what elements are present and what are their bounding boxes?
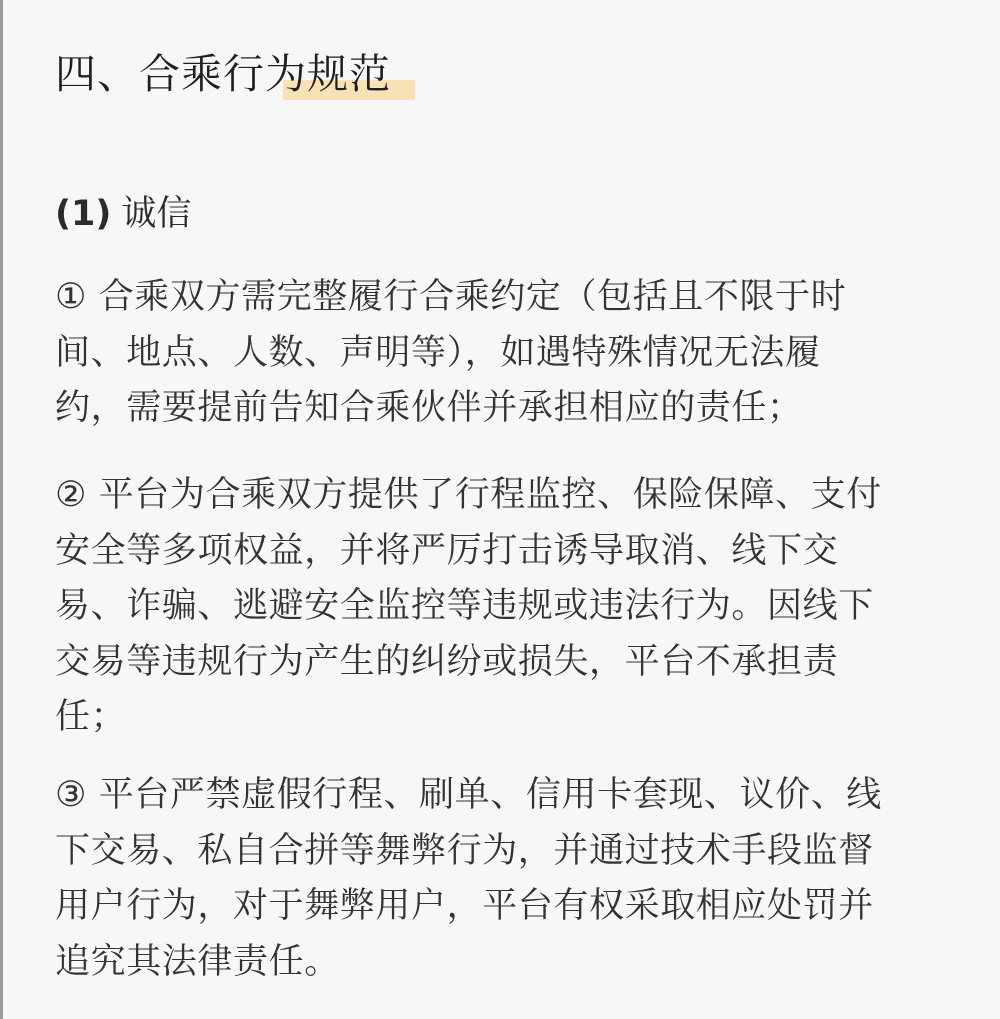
paragraph-line: 用户行为，对于舞弊用户，平台有权采取相应处罚并 bbox=[55, 886, 874, 926]
paragraph-3 bbox=[55, 768, 935, 990]
section-number: (1) bbox=[55, 194, 112, 234]
paragraph-line: 间、地点、人数、声明等），如遇特殊情况无法履 bbox=[55, 332, 821, 373]
page-title: 四、合乘行为规范 bbox=[55, 50, 391, 98]
paragraph-line: 易、诈骗、逃避安全监控等违规或违法行为。因线下 bbox=[55, 586, 874, 626]
paragraph-line: 下交易、私自合拼等舞弊行为，并通过技术手段监督 bbox=[55, 830, 874, 871]
paragraph-line: 交易等违规行为产生的纠纷或损失，平台不承担责 bbox=[55, 641, 839, 682]
paragraph-line: ③ 平台严禁虚假行程、刷单、信用卡套现、议价、线 bbox=[55, 775, 882, 815]
paragraph-line: ① 合乘双方需完整履行合乘约定（包括且不限于时 bbox=[55, 277, 847, 317]
heading-wrapper bbox=[55, 46, 391, 102]
paragraph-line: 安全等多项权益，并将严厉打击诱导取消、线下交 bbox=[55, 530, 839, 571]
left-border bbox=[0, 0, 3, 1019]
section-title bbox=[55, 190, 191, 238]
paragraph-line: 任； bbox=[55, 697, 127, 737]
section-title-text: 诚信 bbox=[121, 194, 192, 234]
paragraph-line: ② 平台为合乘双方提供了行程监控、保险保障、支付 bbox=[55, 475, 882, 515]
paragraph-line: 约，需要提前告知合乘伙伴并承担相应的责任； bbox=[55, 388, 803, 428]
paragraph-line: 追究其法律责任。 bbox=[55, 941, 340, 982]
paragraph-1 bbox=[55, 270, 935, 437]
paragraph-2 bbox=[55, 468, 935, 746]
